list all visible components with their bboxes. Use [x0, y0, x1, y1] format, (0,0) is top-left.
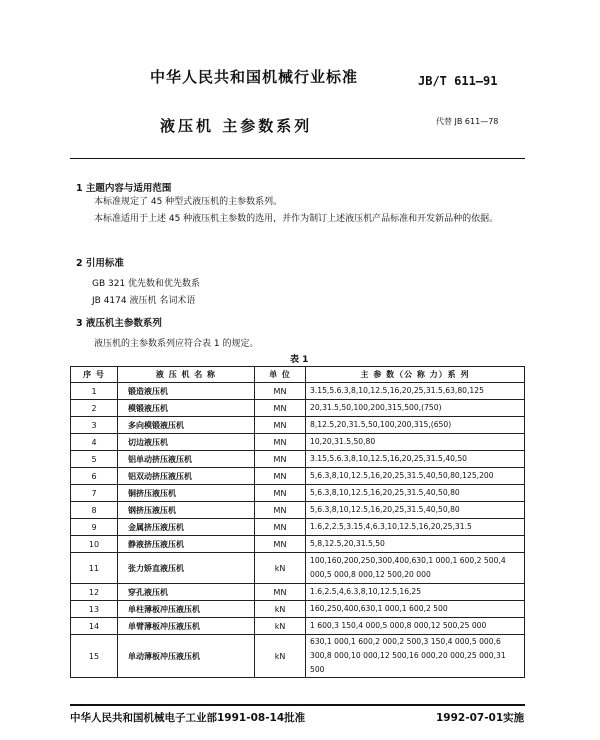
series-cell: 3.15,5.6.3,8,10,12.5,16,20,25,31.5,63,80,125 [306, 383, 525, 400]
row-number: 15 [71, 635, 118, 678]
machine-name: 单柱薄板冲压液压机 [118, 601, 255, 618]
parameter-table [70, 366, 525, 678]
table-row [71, 502, 525, 519]
machine-name: 切边液压机 [118, 434, 255, 451]
series-cell: 630,1 000,1 600,2 000,2 500,3 150,4 000,5 000,6 300,8 000,10 000,12 500,16 000,20 000,25 000,31 500 [306, 635, 525, 678]
series-cell: 5,6.3,8,10,12.5,16,20,25,31.5,40,50,80 [306, 485, 525, 502]
machine-name: 钢挤压液压机 [118, 502, 255, 519]
machine-name: 张力矫直液压机 [118, 553, 255, 584]
series-cell: 1 600,3 150,4 000,5 000,8 000,12 500,25 000 [306, 618, 525, 635]
machine-name: 铝双动挤压液压机 [118, 468, 255, 485]
section-1-para-2: 本标准适用于上述 45 种液压机主参数的选用，并作为制订上述液压机产品标准和开发新品种的依据。 [94, 214, 499, 224]
document-title: 液压机 主参数系列 [160, 117, 313, 135]
header-name: 液 压 机 名 称 [118, 367, 255, 383]
unit-cell: MN [255, 434, 306, 451]
unit-cell: MN [255, 584, 306, 601]
machine-name: 单动薄板冲压液压机 [118, 635, 255, 678]
header-rule [70, 158, 525, 159]
unit-cell: MN [255, 417, 306, 434]
row-number: 10 [71, 536, 118, 553]
table-row [71, 400, 525, 417]
section-3-para-1: 液压机的主参数系列应符合表 1 的规定。 [94, 339, 259, 349]
series-cell: 20,31.5,50,100,200,315,500,(750) [306, 400, 525, 417]
unit-cell: kN [255, 618, 306, 635]
table-header-row [71, 367, 525, 383]
table-row [71, 635, 525, 678]
row-number: 1 [71, 383, 118, 400]
unit-cell: MN [255, 400, 306, 417]
unit-cell: MN [255, 502, 306, 519]
table-row [71, 536, 525, 553]
reference-gb321: GB 321 优先数和优先数系 [92, 279, 201, 289]
series-cell: 100,160,200,250,300,400,630,1 000,1 600,2 500,4 000,5 000,8 000,12 500,20 000 [306, 553, 525, 584]
unit-cell: MN [255, 519, 306, 536]
table-row [71, 417, 525, 434]
table-caption: 表 1 [290, 355, 309, 365]
footer-rule [70, 704, 525, 706]
standard-code: JB/T 611—91 [418, 74, 498, 88]
machine-name: 单臂薄板冲压液压机 [118, 618, 255, 635]
row-number: 7 [71, 485, 118, 502]
row-number: 12 [71, 584, 118, 601]
table-row [71, 584, 525, 601]
series-cell: 1.6,2,2.5,3.15,4,6.3,10,12.5,16,20,25,31.5 [306, 519, 525, 536]
table-row [71, 468, 525, 485]
table-row [71, 485, 525, 502]
table-row [71, 553, 525, 584]
row-number: 3 [71, 417, 118, 434]
machine-name: 模锻液压机 [118, 400, 255, 417]
series-cell: 10,20,31.5,50,80 [306, 434, 525, 451]
row-number: 2 [71, 400, 118, 417]
effective-date: 1992-07-01实施 [436, 712, 525, 724]
machine-name: 金属挤压液压机 [118, 519, 255, 536]
header-unit: 单 位 [255, 367, 306, 383]
approval-note: 中华人民共和国机械电子工业部1991-08-14批准 [70, 712, 306, 724]
section-1-para-1: 本标准规定了 45 种型式液压机的主参数系列。 [94, 197, 283, 207]
unit-cell: kN [255, 553, 306, 584]
series-cell: 5,6.3,8,10,12.5,16,20,25,31.5,40,50,80,125,200 [306, 468, 525, 485]
section-2-title: 2 引用标准 [76, 258, 124, 269]
series-cell: 5,6.3,8,10,12.5,16,20,25,31.5,40,50,80 [306, 502, 525, 519]
row-number: 4 [71, 434, 118, 451]
table-row [71, 434, 525, 451]
table-row [71, 519, 525, 536]
machine-name: 穿孔液压机 [118, 584, 255, 601]
machine-name: 静液挤压液压机 [118, 536, 255, 553]
replaces-note: 代替 JB 611—78 [436, 117, 499, 126]
reference-jb4174: JB 4174 液压机 名词术语 [92, 296, 196, 306]
unit-cell: MN [255, 468, 306, 485]
header-series: 主 参 数（公 称 力）系 列 [306, 367, 525, 383]
unit-cell: MN [255, 485, 306, 502]
unit-cell: MN [255, 383, 306, 400]
unit-cell: kN [255, 635, 306, 678]
row-number: 13 [71, 601, 118, 618]
series-cell: 5,8,12.5,20,31.5,50 [306, 536, 525, 553]
unit-cell: MN [255, 451, 306, 468]
unit-cell: MN [255, 536, 306, 553]
series-cell: 3.15,5.6.3,8,10,12.5,16,20,25,31.5,40,50 [306, 451, 525, 468]
machine-name: 铜挤压液压机 [118, 485, 255, 502]
org-title: 中华人民共和国机械行业标准 [150, 68, 359, 86]
header-number: 序 号 [71, 367, 118, 383]
table-row [71, 601, 525, 618]
row-number: 8 [71, 502, 118, 519]
series-cell: 160,250,400,630,1 000,1 600,2 500 [306, 601, 525, 618]
machine-name: 多向模锻液压机 [118, 417, 255, 434]
series-cell: 8,12.5,20,31.5,50,100,200,315,(650) [306, 417, 525, 434]
table-row [71, 451, 525, 468]
table-row [71, 383, 525, 400]
unit-cell: kN [255, 601, 306, 618]
row-number: 6 [71, 468, 118, 485]
machine-name: 锻造液压机 [118, 383, 255, 400]
series-cell: 1.6,2.5,4,6.3,8,10,12.5,16,25 [306, 584, 525, 601]
section-1-title: 1 主题内容与适用范围 [76, 183, 172, 194]
row-number: 14 [71, 618, 118, 635]
machine-name: 铝单动挤压液压机 [118, 451, 255, 468]
row-number: 9 [71, 519, 118, 536]
row-number: 11 [71, 553, 118, 584]
section-3-title: 3 液压机主参数系列 [76, 318, 162, 329]
table-row [71, 618, 525, 635]
row-number: 5 [71, 451, 118, 468]
